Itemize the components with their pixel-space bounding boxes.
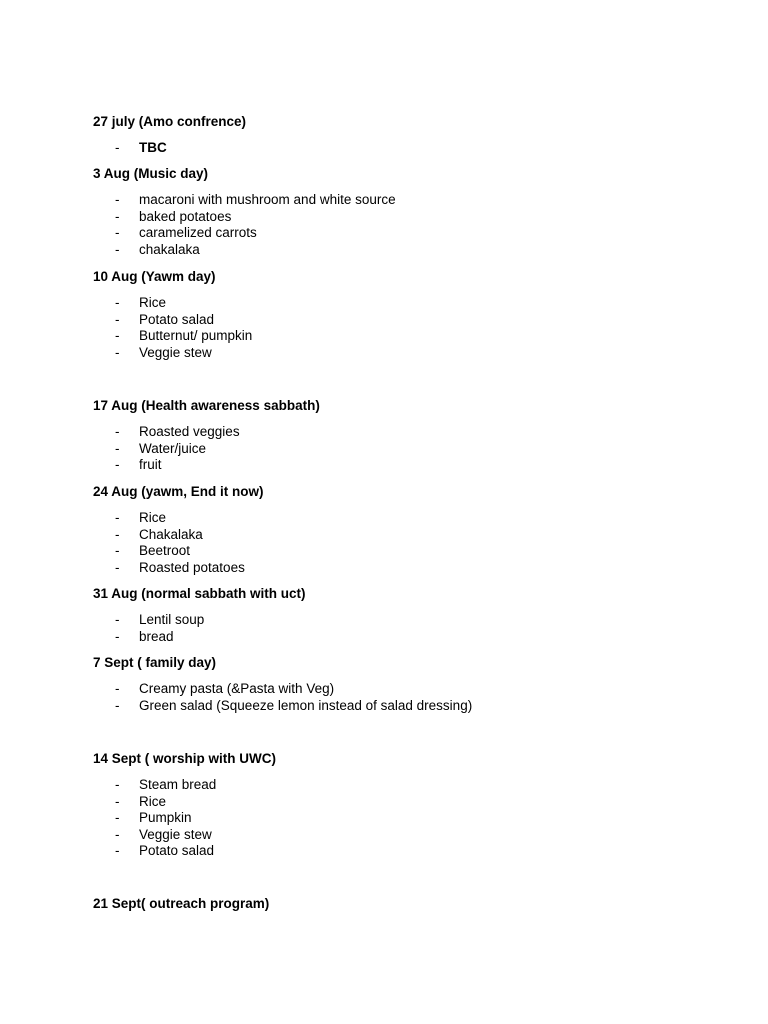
menu-item-text: Chakalaka: [139, 526, 203, 542]
menu-section: [93, 586, 733, 645]
bullet-dash: -: [115, 328, 120, 343]
menu-item-text: fruit: [139, 457, 162, 472]
menu-item: [93, 810, 733, 827]
section-heading: 14 Sept ( worship with UWC): [93, 751, 277, 766]
menu-item-text: Rice: [139, 510, 167, 525]
menu-item: [93, 560, 733, 577]
menu-item-text: TBC: [139, 140, 167, 155]
menu-section: [93, 398, 733, 474]
menu-item-text: macaroni with mushroom and white source: [139, 192, 396, 207]
menu-item-list: [93, 681, 733, 714]
section-heading: 17 Aug (Health awareness sabbath): [93, 398, 320, 413]
menu-item: [93, 209, 733, 226]
bullet-dash: -: [115, 192, 120, 207]
menu-item: [93, 457, 733, 474]
menu-item-text: Veggie stew: [139, 826, 212, 842]
menu-item-text: Potato salad: [139, 311, 215, 327]
menu-item: [93, 312, 733, 329]
bullet-dash: -: [115, 295, 120, 310]
section-heading: 3 Aug (Music day): [93, 166, 209, 181]
menu-item: [93, 295, 733, 312]
bullet-dash: -: [115, 140, 120, 155]
menu-item: [93, 441, 733, 458]
menu-item: [93, 827, 733, 844]
menu-item-text: baked potatoes: [139, 208, 232, 224]
menu-item-text: Potato salad: [139, 843, 215, 858]
menu-item: [93, 794, 733, 811]
bullet-dash: -: [115, 559, 120, 575]
menu-item-text: Creamy pasta (&Pasta with Veg): [139, 681, 335, 696]
menu-item: [93, 543, 733, 560]
menu-item: [93, 527, 733, 544]
menu-section: [93, 896, 733, 912]
bullet-dash: -: [115, 793, 120, 809]
menu-item: [93, 225, 733, 242]
section-heading: 10 Aug (Yawm day): [93, 269, 216, 284]
menu-section: [93, 114, 733, 157]
menu-item-text: Green salad (Squeeze lemon instead of salad dressing): [139, 697, 473, 713]
menu-item-text: Steam bread: [139, 777, 217, 792]
bullet-dash: -: [115, 440, 120, 456]
menu-item-text: Rice: [139, 295, 167, 310]
menu-item-list: [93, 424, 733, 474]
bullet-dash: -: [115, 510, 120, 525]
menu-item-list: [93, 777, 733, 860]
menu-item: [93, 777, 733, 794]
menu-item-text: Rice: [139, 793, 167, 809]
menu-section: [93, 166, 733, 258]
menu-item-text: Pumpkin: [139, 810, 192, 825]
bullet-dash: -: [115, 810, 120, 825]
menu-item: [93, 612, 733, 629]
bullet-dash: -: [115, 311, 120, 327]
menu-item: [93, 629, 733, 646]
menu-section: [93, 484, 733, 576]
menu-item-text: Lentil soup: [139, 612, 205, 627]
menu-section: [93, 751, 733, 860]
menu-item-list: [93, 192, 733, 258]
menu-item: [93, 698, 733, 715]
section-heading: 21 Sept( outreach program): [93, 896, 270, 911]
bullet-dash: -: [115, 225, 120, 240]
section-heading: 27 july (Amo confrence): [93, 114, 247, 129]
bullet-dash: -: [115, 681, 120, 696]
menu-item-text: caramelized carrots: [139, 225, 257, 240]
menu-item: [93, 510, 733, 527]
bullet-dash: -: [115, 457, 120, 472]
menu-item-text: Beetroot: [139, 543, 191, 558]
menu-item: [93, 843, 733, 860]
bullet-dash: -: [115, 208, 120, 224]
menu-item-text: Veggie stew: [139, 344, 212, 360]
bullet-dash: -: [115, 777, 120, 792]
bullet-dash: -: [115, 543, 120, 558]
menu-item-list: [93, 140, 733, 157]
menu-item: [93, 345, 733, 362]
bullet-dash: -: [115, 628, 120, 644]
bullet-dash: -: [115, 424, 120, 439]
menu-item-list: [93, 295, 733, 361]
section-heading: 31 Aug (normal sabbath with uct): [93, 586, 306, 601]
bullet-dash: -: [115, 826, 120, 842]
menu-item-text: Water/juice: [139, 440, 207, 456]
bullet-dash: -: [115, 241, 120, 257]
bullet-dash: -: [115, 344, 120, 360]
menu-item: [93, 140, 733, 157]
section-heading: 24 Aug (yawm, End it now): [93, 484, 264, 499]
bullet-dash: -: [115, 697, 120, 713]
menu-section: [93, 655, 733, 714]
bullet-dash: -: [115, 843, 120, 858]
menu-item-list: [93, 612, 733, 645]
section-heading: 7 Sept ( family day): [93, 655, 217, 670]
menu-item: [93, 192, 733, 209]
menu-item-list: [93, 510, 733, 576]
menu-item-text: chakalaka: [139, 241, 200, 257]
bullet-dash: -: [115, 526, 120, 542]
menu-item: [93, 242, 733, 259]
bullet-dash: -: [115, 612, 120, 627]
menu-item-text: Roasted potatoes: [139, 559, 245, 575]
menu-item-text: Roasted veggies: [139, 424, 240, 439]
menu-item: [93, 424, 733, 441]
menu-item: [93, 328, 733, 345]
menu-item-text: bread: [139, 628, 174, 644]
menu-item: [93, 681, 733, 698]
menu-section: [93, 269, 733, 361]
menu-item-text: Butternut/ pumpkin: [139, 328, 253, 343]
